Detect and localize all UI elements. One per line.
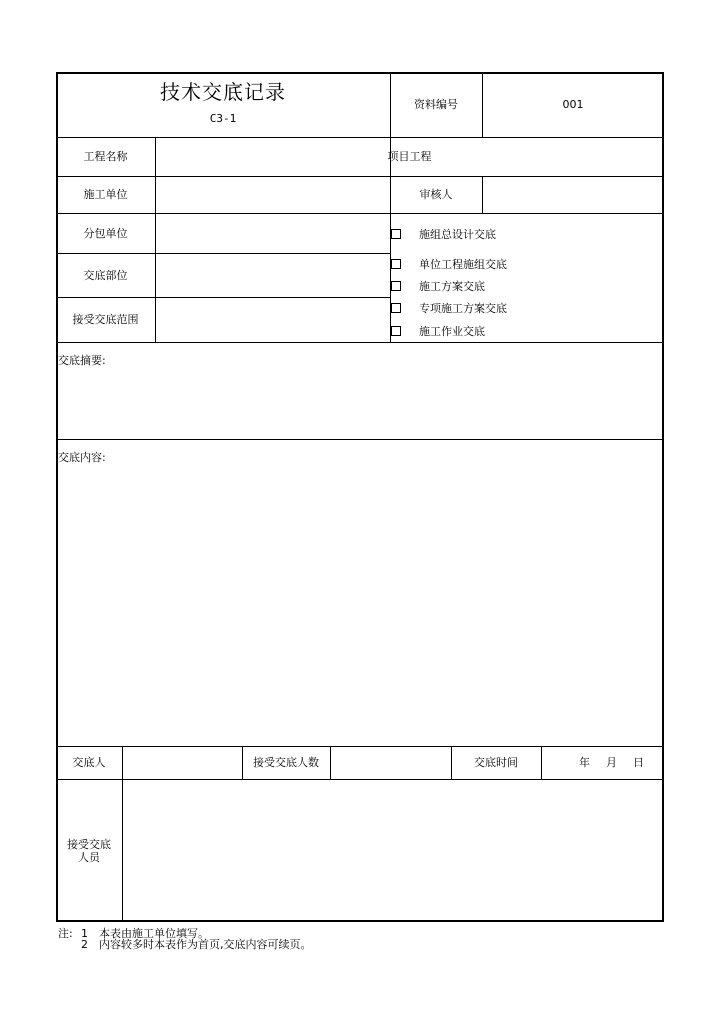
note-2-number: 2	[81, 938, 88, 951]
disclosure-part-label: 交底部位	[83, 268, 128, 282]
option-row[interactable]	[391, 324, 485, 338]
date-year: 年	[579, 756, 590, 769]
option-label: 施工作业交底	[419, 325, 485, 338]
construction-unit-field[interactable]	[155, 176, 390, 213]
reviewer-field[interactable]	[482, 176, 664, 213]
content-label: 交底内容:	[58, 451, 106, 464]
checkbox-icon[interactable]	[391, 326, 401, 336]
option-label: 施工方案交底	[419, 280, 485, 293]
option-row[interactable]	[391, 257, 507, 271]
project-name-value[interactable]: 项目工程	[387, 150, 432, 163]
discloser-label: 交底人	[72, 756, 106, 769]
disclosure-date-field[interactable]	[541, 746, 664, 779]
summary-label: 交底摘要:	[58, 354, 106, 367]
receivers-label	[56, 779, 122, 922]
receiver-count-field[interactable]	[330, 746, 451, 779]
receiving-scope-field[interactable]	[155, 297, 390, 342]
doc-no-label: 资料编号	[414, 98, 458, 111]
divider	[56, 342, 664, 343]
receiver-count-label: 接受交底人数	[253, 756, 319, 769]
option-label: 单位工程施组交底	[419, 258, 507, 271]
checkbox-icon[interactable]	[391, 281, 401, 291]
project-name-label: 工程名称	[83, 150, 128, 163]
date-month: 月	[606, 756, 617, 769]
option-label: 施组总设计交底	[419, 228, 496, 241]
divider	[56, 439, 664, 440]
option-row[interactable]	[391, 301, 507, 315]
receivers-field[interactable]	[123, 780, 663, 921]
discloser-field[interactable]	[122, 746, 242, 779]
checkbox-icon[interactable]	[391, 303, 401, 313]
doc-no-value[interactable]: 001	[562, 98, 584, 111]
reviewer-label: 审核人	[419, 188, 453, 201]
subcontract-unit-field[interactable]	[155, 213, 390, 253]
form-title: 技术交底记录	[160, 79, 286, 104]
note-prefix: 注:	[58, 927, 73, 940]
checkbox-icon[interactable]	[391, 259, 401, 269]
option-row[interactable]	[391, 227, 496, 241]
disclosure-part-field[interactable]	[155, 253, 390, 297]
note-1-number: 1	[81, 927, 88, 940]
note-2-text: 内容较多时本表作为首页,交底内容可续页。	[99, 938, 312, 951]
option-row[interactable]	[391, 279, 485, 293]
summary-field[interactable]	[58, 366, 662, 436]
form-code: C3-1	[209, 111, 237, 125]
receiving-scope-label: 接受交底范围	[72, 313, 139, 326]
construction-unit-label: 施工单位	[83, 188, 128, 201]
disclosure-time-label: 交底时间	[474, 756, 518, 769]
date-day: 日	[633, 756, 644, 769]
subcontract-unit-label: 分包单位	[83, 226, 128, 240]
receivers-label-line1: 接受交底	[67, 837, 111, 851]
content-field[interactable]	[58, 463, 662, 743]
receivers-label-line2: 人员	[78, 850, 100, 864]
option-label: 专项施工方案交底	[419, 302, 507, 315]
checkbox-icon[interactable]	[391, 229, 401, 239]
note-1-text: 本表由施工单位填写。	[99, 927, 209, 940]
